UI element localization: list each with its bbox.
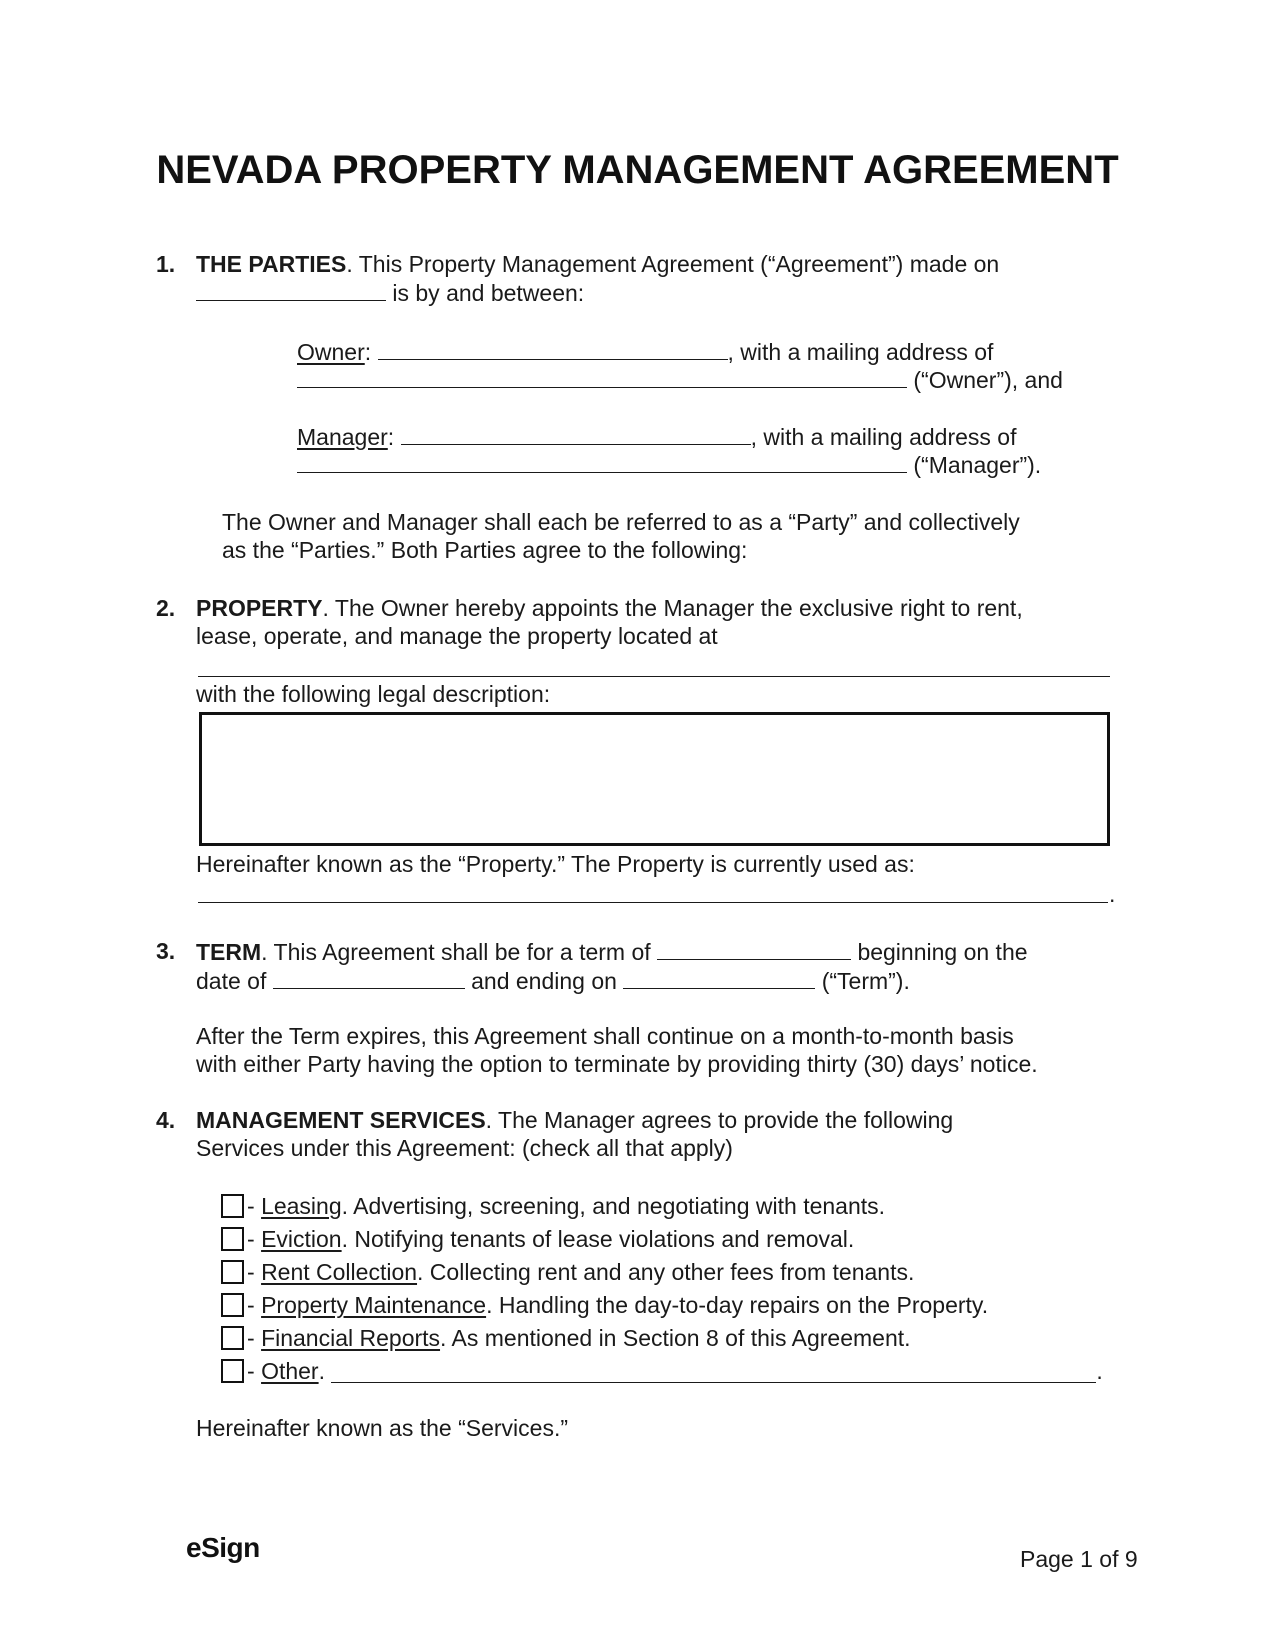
- term-end-date-field[interactable]: [623, 966, 815, 989]
- section-1-between: is by and between:: [392, 280, 585, 306]
- term-date-of: date of: [196, 968, 267, 994]
- term-ending-on: and ending on: [471, 968, 617, 994]
- section-3-line1: [196, 937, 1028, 966]
- service-option-financial-reports: - Financial Reports . As mentioned in Section 8 of this Agreement.: [221, 1324, 911, 1352]
- section-1-heading: THE PARTIES: [196, 251, 347, 277]
- section-1-line1: [196, 250, 999, 278]
- property-use-period: .: [1109, 881, 1116, 907]
- manager-label: Manager: [297, 424, 388, 450]
- service-desc: . As mentioned in Section 8 of this Agreement.: [440, 1325, 911, 1351]
- section-1-number: 1.: [156, 251, 176, 277]
- property-hereinafter: Hereinafter known as the “Property.” The Property is currently used as:: [196, 851, 915, 877]
- rent-collection-checkbox[interactable]: [221, 1260, 244, 1284]
- section-4-line2: Services under this Agreement: (check all that apply): [196, 1135, 733, 1161]
- term-end-label: (“Term”).: [821, 968, 910, 994]
- owner-address-field[interactable]: [297, 365, 907, 388]
- eviction-checkbox[interactable]: [221, 1227, 244, 1251]
- service-name: Property Maintenance: [261, 1292, 487, 1318]
- financial-reports-checkbox[interactable]: [221, 1326, 244, 1350]
- service-desc: . Advertising, screening, and negotiating with tenants.: [341, 1193, 886, 1219]
- other-period: .: [1096, 1358, 1103, 1384]
- agreement-date-field[interactable]: [196, 278, 386, 301]
- service-option-rent-collection: - Rent Collection . Collecting rent and any other fees from tenants.: [221, 1258, 914, 1286]
- owner-name-field[interactable]: [378, 337, 728, 360]
- manager-mid-text: , with a mailing address of: [750, 424, 1017, 450]
- term-length-field[interactable]: [657, 937, 851, 960]
- legal-description-box[interactable]: [199, 712, 1110, 846]
- service-option-property-maintenance: - Property Maintenance . Handling the day-to-day repairs on the Property.: [221, 1291, 988, 1319]
- service-name: Other: [261, 1358, 319, 1384]
- document-title: NEVADA PROPERTY MANAGEMENT AGREEMENT: [156, 148, 1119, 192]
- term-para-line1: After the Term expires, this Agreement shall continue on a month-to-month basis: [196, 1023, 1014, 1049]
- manager-name-field[interactable]: [401, 422, 751, 445]
- service-name: Rent Collection: [261, 1259, 418, 1285]
- property-use-field[interactable]: [198, 902, 1108, 903]
- services-hereinafter: Hereinafter known as the “Services.”: [196, 1415, 568, 1441]
- service-desc: .: [318, 1358, 325, 1384]
- manager-line2: [297, 450, 1041, 479]
- manager-end-text: (“Manager”).: [913, 452, 1042, 478]
- section-3-heading: TERM: [196, 939, 262, 965]
- esign-logo: eSign: [186, 1532, 260, 1563]
- service-desc: . Handling the day-to-day repairs on the Property.: [486, 1292, 989, 1318]
- section-1-intro: . This Property Management Agreement (“Agreement”) made on: [346, 251, 1000, 277]
- term-para-line2: with either Party having the option to terminate by providing thirty (30) days’ notice.: [196, 1051, 1038, 1077]
- legal-description-label: with the following legal description:: [196, 681, 551, 707]
- service-name: Eviction: [261, 1226, 342, 1252]
- section-2-number: 2.: [156, 595, 176, 621]
- owner-line2: [297, 365, 1063, 394]
- manager-address-field[interactable]: [297, 450, 907, 473]
- owner-end-text: (“Owner”), and: [913, 367, 1063, 393]
- property-maintenance-checkbox[interactable]: [221, 1293, 244, 1317]
- page-number: Page 1 of 9: [1020, 1546, 1138, 1572]
- service-option-leasing: - Leasing . Advertising, screening, and negotiating with tenants.: [221, 1192, 885, 1220]
- section-4-line1: [196, 1106, 953, 1134]
- property-address-field[interactable]: [198, 676, 1110, 677]
- section-2-line2: lease, operate, and manage the property located at: [196, 623, 718, 649]
- service-option-other: - Other . .: [221, 1357, 1103, 1385]
- service-option-eviction: - Eviction . Notifying tenants of lease violations and removal.: [221, 1225, 854, 1253]
- owner-mid-text: , with a mailing address of: [727, 339, 994, 365]
- parties-closing-line1: The Owner and Manager shall each be referred to as a “Party” and collectively: [222, 509, 1020, 535]
- term-text-a: . This Agreement shall be for a term of: [261, 939, 651, 965]
- service-name: Financial Reports: [261, 1325, 441, 1351]
- owner-label: Owner: [297, 339, 365, 365]
- service-name: Leasing: [261, 1193, 342, 1219]
- term-start-date-field[interactable]: [273, 966, 465, 989]
- section-2-heading: PROPERTY: [196, 595, 323, 621]
- section-1-line2: [196, 278, 584, 307]
- section-4-heading: MANAGEMENT SERVICES: [196, 1107, 486, 1133]
- other-checkbox[interactable]: [221, 1359, 244, 1383]
- leasing-checkbox[interactable]: [221, 1194, 244, 1218]
- section-3-number: 3.: [156, 938, 176, 964]
- parties-closing-line2: as the “Parties.” Both Parties agree to the following:: [222, 537, 748, 563]
- service-desc: . Notifying tenants of lease violations and removal.: [341, 1226, 855, 1252]
- service-desc: . Collecting rent and any other fees from tenants.: [417, 1259, 915, 1285]
- section-4-text1: . The Manager agrees to provide the following: [485, 1107, 954, 1133]
- section-2-line1: [196, 594, 1023, 622]
- section-3-line2: [196, 966, 910, 995]
- term-text-b: beginning on the: [857, 939, 1028, 965]
- manager-line1: Manager: , with a mailing address of: [297, 424, 1017, 450]
- section-2-text1: . The Owner hereby appoints the Manager the exclusive right to rent,: [322, 595, 1023, 621]
- owner-line1: Owner: , with a mailing address of: [297, 339, 994, 365]
- section-4-number: 4.: [156, 1107, 176, 1133]
- other-service-field[interactable]: [331, 1360, 1096, 1383]
